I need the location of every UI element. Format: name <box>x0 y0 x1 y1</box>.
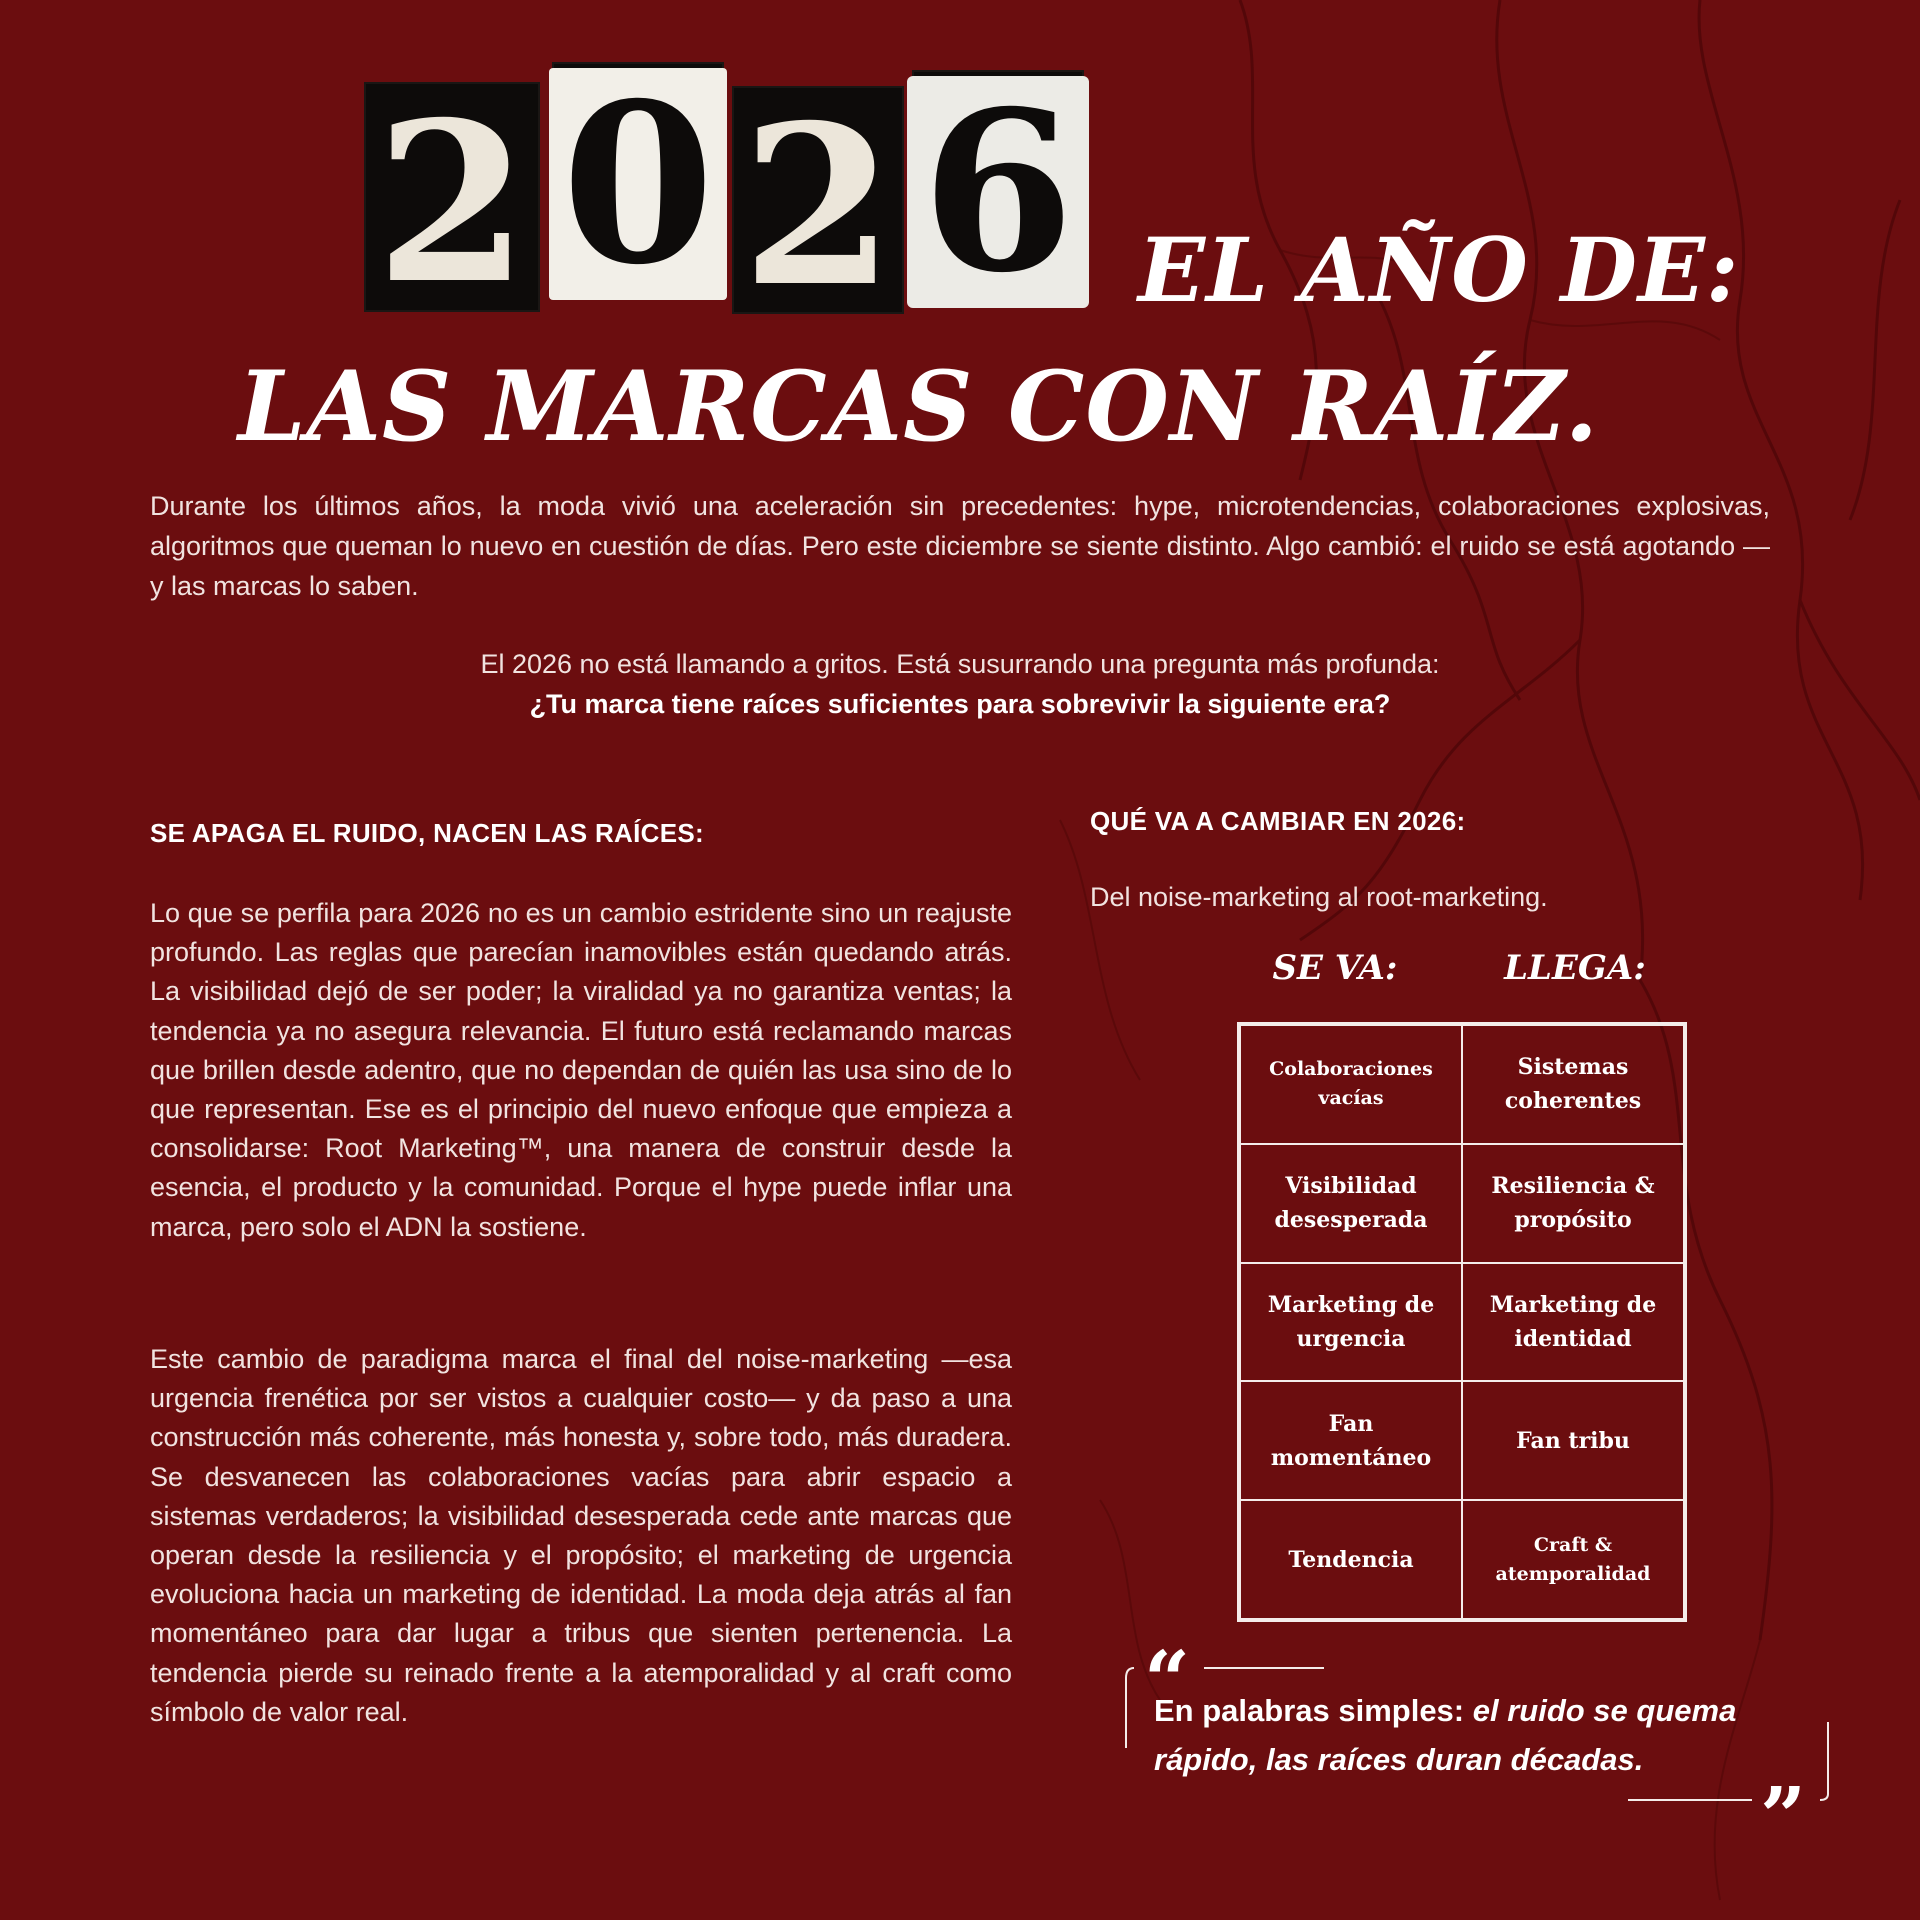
left-paragraph-1: Lo que se perfila para 2026 no es un cambio estridente sino un reajuste profundo. Las reglas que parecían inamovibles están quedando atrás. La visibilidad dejó de ser poder; la viralidad ya no garantiza ventas; la tendencia ya no asegura relevancia. El futuro está reclamando marcas que brillen desde adentro, que no dependan de quién las usa sino de lo que representan. Ese es el principio del nuevo enfoque que empieza a consolidarse: Root Marketing™, una manera de construir desde la esencia, el producto y la comunidad. Porque el hype puede inflar una marca, pero solo el ADN la sostiene. <box>150 898 1012 1242</box>
headline-year-line: EL AÑO DE: <box>1138 218 1740 322</box>
table-cell-out: Tendencia <box>1240 1500 1462 1619</box>
right-subline: Del noise-marketing al root-marketing. <box>1090 882 1548 912</box>
digit-tile: 6 <box>912 70 1084 302</box>
column-heading-out: SE VA: <box>1272 948 1398 988</box>
digit-tile: 2 <box>364 82 540 312</box>
table-cell-out: Marketing de urgencia <box>1240 1263 1462 1382</box>
year-digit-tiles <box>364 54 1084 335</box>
quote-lead: En palabras simples: <box>1154 1693 1473 1728</box>
key-question: ¿Tu marca tiene raíces suficientes para sobrevivir la siguiente era? <box>529 689 1391 719</box>
intro-paragraph: Durante los últimos años, la moda vivió una aceleración sin precedentes: hype, microtendencias, colaboraciones explosivas, algoritmos que queman lo nuevo en cuestión de días. Pero este diciembre se siente distinto. Algo cambió: el ruido se está agotando — y las marcas lo saben. <box>150 491 1770 601</box>
pull-quote <box>1154 1686 1794 1784</box>
headline-main: LAS MARCAS CON RAÍZ. <box>238 350 1600 463</box>
open-quote-icon: “ <box>1144 1633 1191 1727</box>
digit-tile: 2 <box>732 86 904 314</box>
table-cell-out: Colaboraciones vacías <box>1240 1025 1462 1144</box>
quote-emphasis: el ruido se quema rápido, las raíces duran décadas. <box>1154 1693 1737 1777</box>
comparison-table <box>1237 1022 1687 1622</box>
right-section-title: QUÉ VA A CAMBIAR EN 2026: <box>1090 806 1466 836</box>
table-cell-in: Fan tribu <box>1462 1381 1684 1500</box>
digit-tile: 0 <box>552 62 724 294</box>
left-section-title: SE APAGA EL RUIDO, NACEN LAS RAÍCES: <box>150 818 704 848</box>
left-paragraph-2: Este cambio de paradigma marca el final del noise-marketing —esa urgencia frenética por ser vistos a cualquier costo— y da paso a una construcción más coherente, más honesta y, sobre todo, más duradera. Se desvanecen las colaboraciones vacías para abrir espacio a sistemas verdaderos; la visibilidad desesperada cede ante marcas que operan desde la resiliencia y el propósito; el marketing de urgencia evoluciona hacia un marketing de identidad. La moda deja atrás al fan momentáneo para dar lugar a tribus que sienten pertenencia. La tendencia pierde su reinado frente a la atemporalidad y al craft como símbolo de valor real. <box>150 1344 1012 1727</box>
table-cell-in: Craft & atemporalidad <box>1462 1500 1684 1619</box>
close-quote-icon: ” <box>1760 1769 1807 1863</box>
table-cell-in: Marketing de identidad <box>1462 1263 1684 1382</box>
question-lead: El 2026 no está llamando a gritos. Está susurrando una pregunta más profunda: <box>480 649 1440 679</box>
table-cell-out: Fan momentáneo <box>1240 1381 1462 1500</box>
column-heading-in: LLEGA: <box>1504 948 1646 988</box>
table-cell-in: Sistemas coherentes <box>1462 1025 1684 1144</box>
table-cell-out: Visibilidad desesperada <box>1240 1144 1462 1263</box>
table-cell-in: Resiliencia & propósito <box>1462 1144 1684 1263</box>
